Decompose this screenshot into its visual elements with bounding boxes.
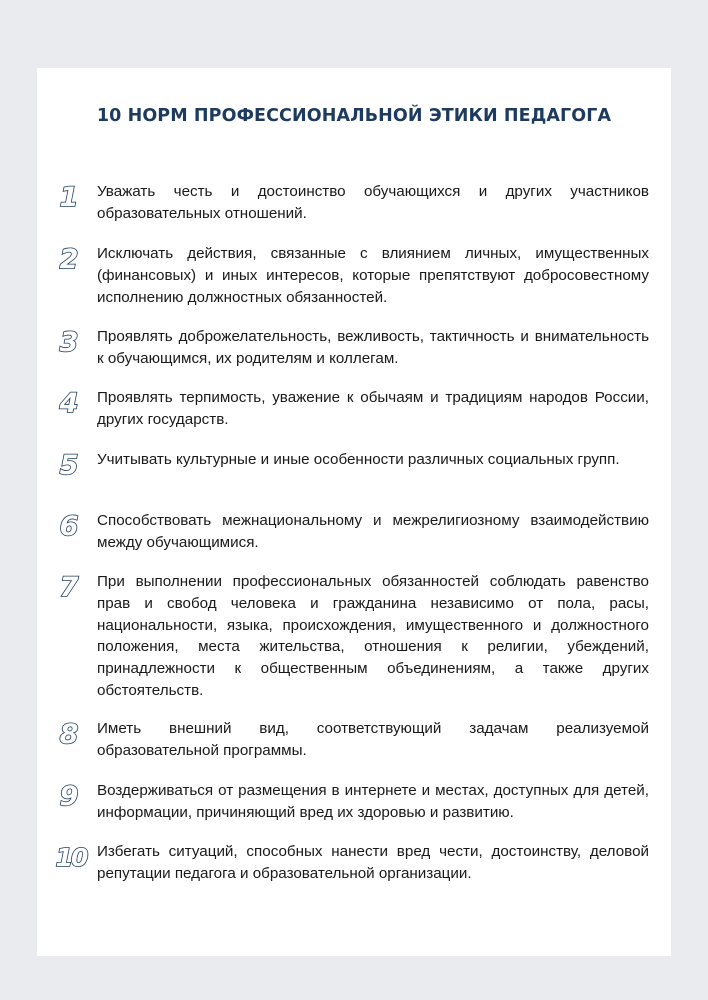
item-number: 1 bbox=[59, 182, 79, 213]
item-text: Иметь внешний вид, соответствующий задачам реализуемой образовательной программы. bbox=[97, 720, 649, 759]
item-text: Исключать действия, связанные с влиянием личных, имущественных (финансовых) и иных интересов, которые препятствуют добросовестному исполнению должностных обязанностей. bbox=[97, 245, 649, 306]
item-number: 6 bbox=[59, 511, 79, 542]
page-title: 10 НОРМ ПРОФЕССИОНАЛЬНОЙ ЭТИКИ ПЕДАГОГА bbox=[96, 106, 612, 126]
item-text: Способствовать межнациональному и межрелигиозному взаимодействию между обучающимися. bbox=[97, 512, 649, 551]
item-text: Воздерживаться от размещения в интернете и местах, доступных для детей, информации, причиняющий вред их здоровью и развитию. bbox=[97, 782, 649, 821]
item-number: 7 bbox=[59, 572, 79, 603]
item-text: Учитывать культурные и иные особенности различных социальных групп. bbox=[97, 451, 620, 468]
item-number: 5 bbox=[59, 450, 79, 481]
item-text: При выполнении профессиональных обязанностей соблюдать равенство прав и свобод человека и гражданина независимо от пола, расы, национальности, языка, происхождения, имущественного и должностного положения, места жительства, отношения к религии, убеждений, принадлежности к общественным объединениям, а также других обстоятельств. bbox=[97, 573, 649, 699]
item-number: 10 bbox=[55, 843, 87, 872]
item-text: Проявлять терпимость, уважение к обычаям и традициям народов России, других государств. bbox=[97, 389, 649, 428]
item-text: Уважать честь и достоинство обучающихся и других участников образовательных отношений. bbox=[97, 183, 649, 222]
document-page bbox=[37, 68, 671, 956]
item-number: 8 bbox=[59, 719, 79, 750]
item-number: 4 bbox=[59, 388, 79, 419]
item-text: Проявлять доброжелательность, вежливость, тактичность и внимательность к обучающимся, их родителям и коллегам. bbox=[97, 328, 649, 367]
item-number: 2 bbox=[59, 244, 79, 275]
item-text: Избегать ситуаций, способных нанести вред чести, достоинству, деловой репутации педагога и образовательной организации. bbox=[97, 843, 649, 882]
item-number: 3 bbox=[59, 327, 79, 358]
item-number: 9 bbox=[59, 781, 79, 812]
